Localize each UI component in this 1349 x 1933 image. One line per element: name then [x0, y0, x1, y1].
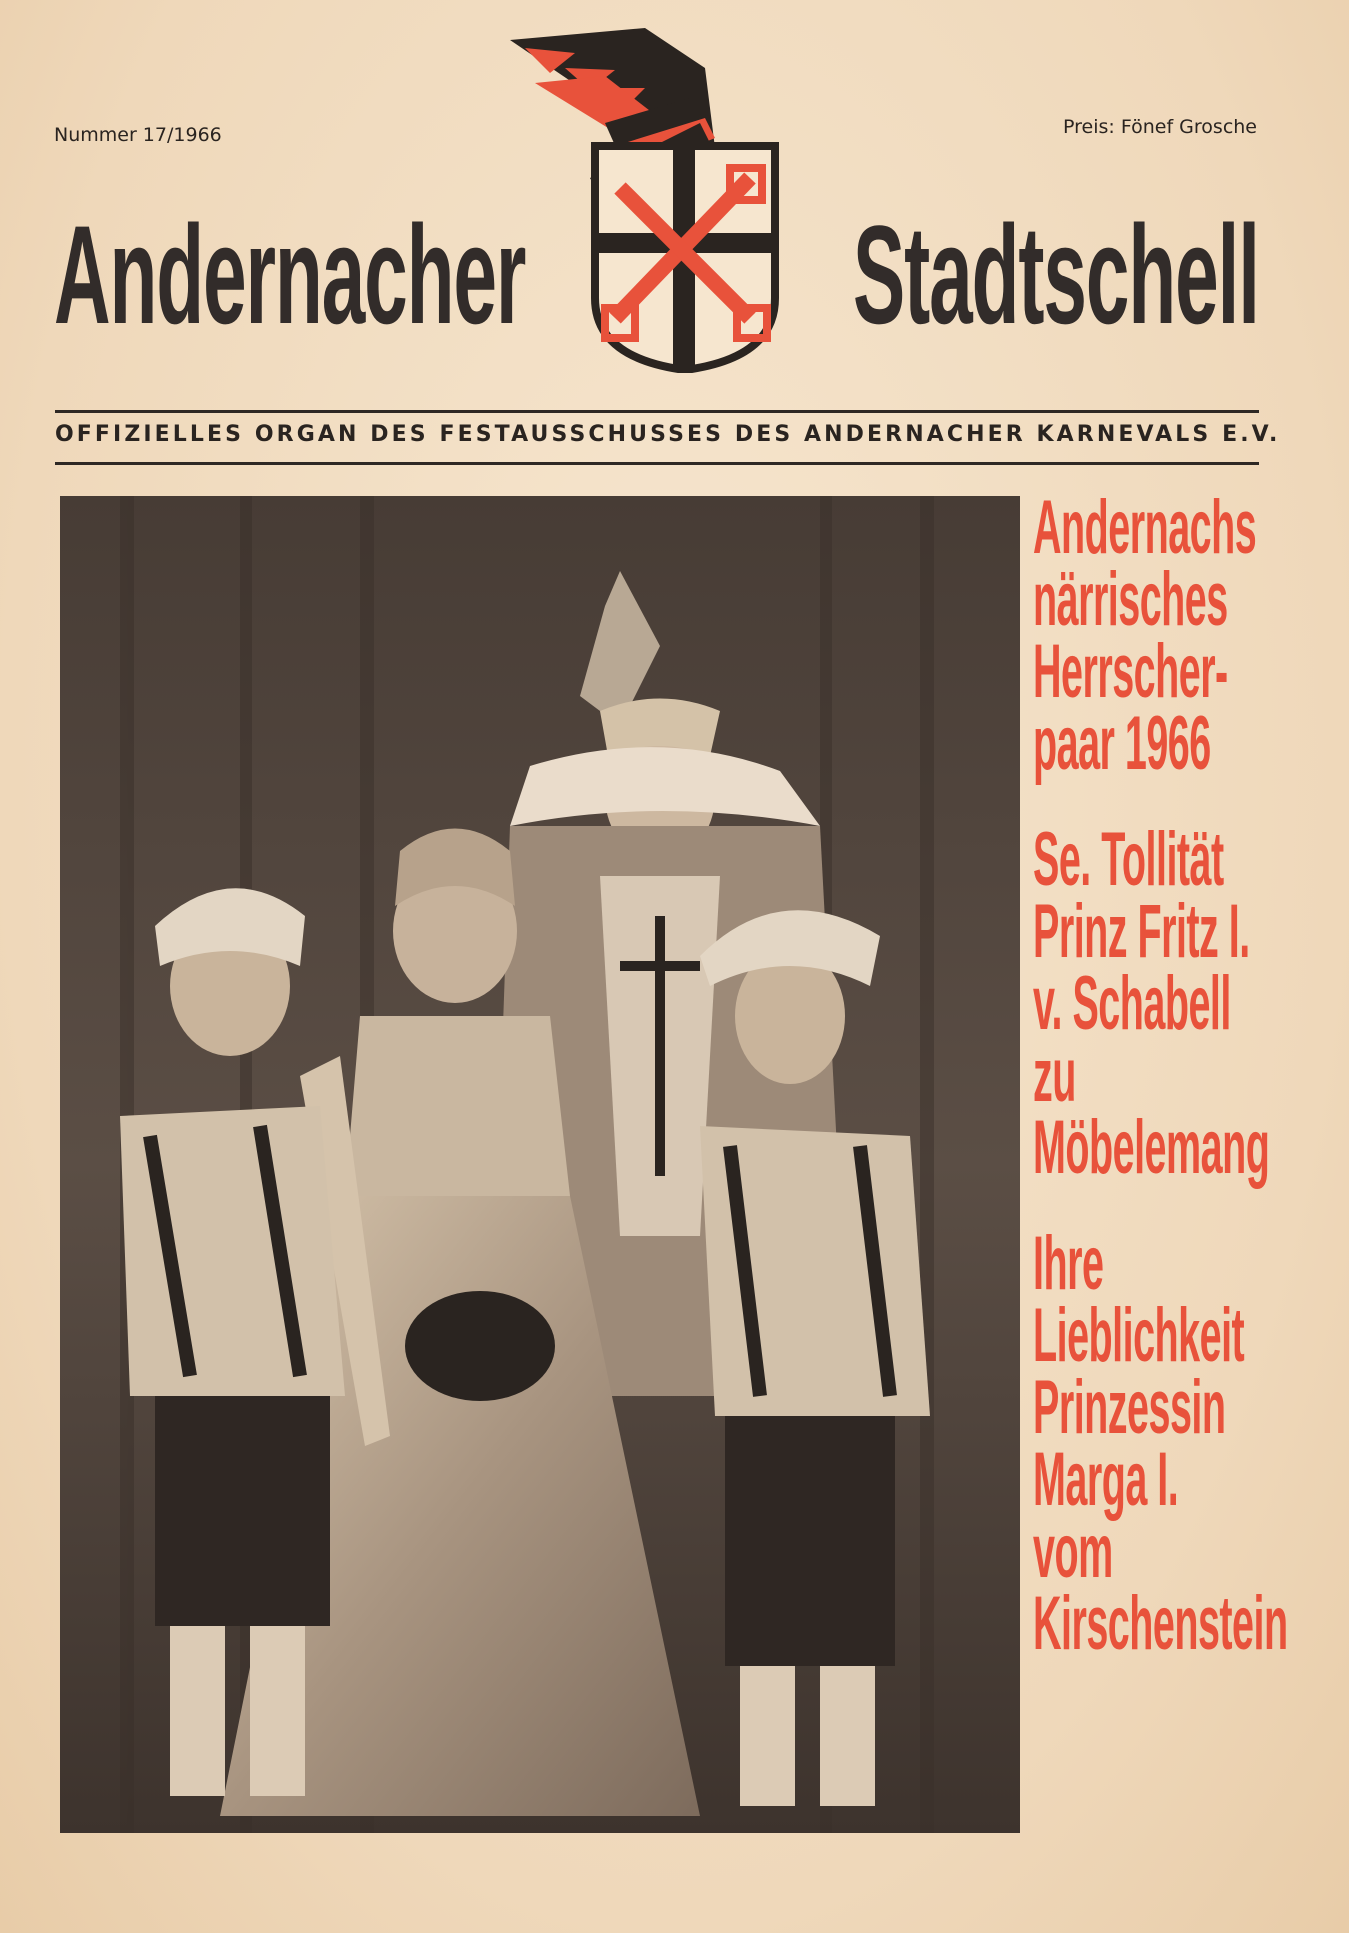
cover-headlines	[1033, 485, 1333, 1704]
headline-line: Möbelemang	[1033, 1105, 1270, 1190]
headline-couple	[1033, 485, 1333, 786]
headline-line: Marga I.	[1033, 1437, 1179, 1522]
headline-line: paar 1966	[1033, 701, 1211, 786]
headline-line: Prinz Fritz I.	[1033, 889, 1250, 974]
issue-number: Nummer 17/1966	[54, 124, 222, 146]
price-label: Preis: Fönef Grosche	[1063, 116, 1257, 138]
headline-line: Andernachs	[1033, 485, 1257, 570]
masthead-title-right: Stadtschell	[853, 196, 1259, 353]
masthead-subtitle: OFFIZIELLES ORGAN DES FESTAUSSCHUSSES DES ANDERNACHER KARNEVALS E.V.	[55, 422, 1281, 447]
subtitle-rule-bottom	[55, 462, 1259, 465]
headline-line: närrisches	[1033, 557, 1228, 642]
headline-line: Prinzessin	[1033, 1365, 1226, 1450]
subtitle-rule-top	[55, 410, 1259, 413]
crest-icon	[505, 28, 785, 373]
headline-line: Lieblichkeit	[1033, 1293, 1245, 1378]
headline-prince	[1033, 817, 1333, 1190]
cover-photo	[60, 496, 1020, 1833]
headline-line: Ihre	[1033, 1221, 1104, 1306]
headline-line: Herrscher-	[1033, 629, 1228, 714]
headline-line: Se. Tollität	[1033, 817, 1224, 902]
headline-line: Kirschenstein	[1033, 1581, 1288, 1666]
headline-princess	[1033, 1221, 1333, 1666]
headline-line: vom	[1033, 1509, 1113, 1594]
headline-line: v. Schabell	[1033, 961, 1231, 1046]
masthead-title-left: Andernacher	[54, 196, 526, 353]
headline-line: zu	[1033, 1033, 1076, 1118]
